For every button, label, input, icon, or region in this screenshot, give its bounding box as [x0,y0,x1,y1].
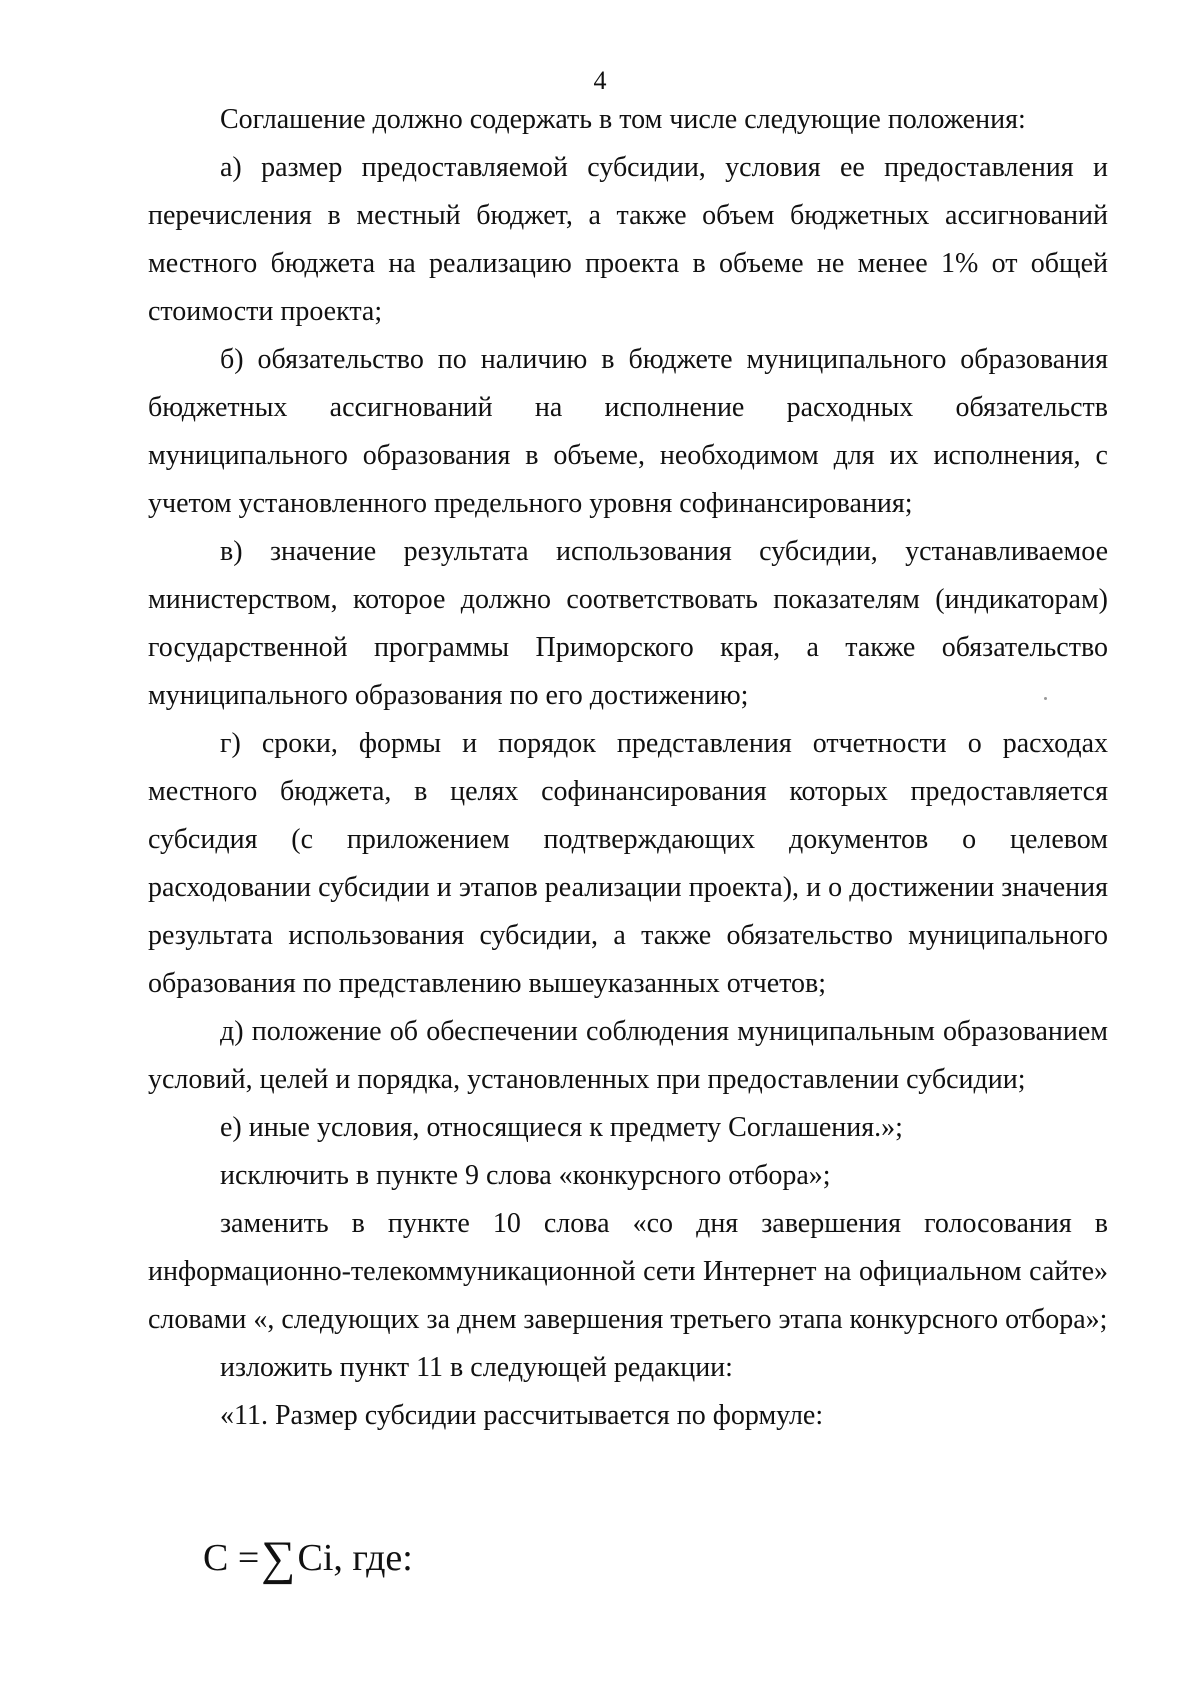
page-number: 4 [593,66,607,95]
formula-lhs: C = [203,1537,260,1579]
paragraph-intro: Соглашение должно содержать в том числе следующие положения: [220,104,1026,135]
paragraph-v: в) значение результата использования субсидии, устанавливаемое министерством, которое должно соответствовать показателям (индикаторам) государственной программы Приморского края, а также обязательство муниципального образования по его достижению; [148,536,1108,711]
paragraph-point-9: исключить в пункте 9 слова «конкурсного отбора»; [220,1160,831,1191]
paragraph-b: б) обязательство по наличию в бюджете муниципального образования бюджетных ассигнований на исполнение расходных обязательств муниципального образования в объеме, необходимом для их исполнения, с учетом установленного предельного уровня софинансирования; [148,344,1108,519]
subsidy-formula [203,1530,413,1583]
sigma-symbol: ∑ [261,1532,296,1585]
scan-speck [1044,697,1047,700]
paragraph-point-10: заменить в пункте 10 слова «со дня завершения голосования в информационно-телекоммуникационной сети Интернет на официальном сайте» словами «, следующих за днем завершения третьего этапа конкурсного отбора»; [148,1208,1108,1335]
paragraph-point-11-intro: изложить пункт 11 в следующей редакции: [220,1352,733,1383]
paragraph-point-11-formula-intro: «11. Размер субсидии рассчитывается по формуле: [220,1400,824,1431]
paragraph-g: г) сроки, формы и порядок представления отчетности о расходах местного бюджета, в целях софинансирования которых предоставляется субсидия (с приложением подтверждающих документов о целевом расходовании субсидии и этапов реализации проекта), и о достижении значения результата использования субсидии, а также обязательство муниципального образования по представлению вышеуказанных отчетов; [148,728,1108,999]
paragraph-d: д) положение об обеспечении соблюдения муниципальным образованием условий, целей и порядка, установленных при предоставлении субсидии; [148,1016,1108,1095]
document-body [148,96,1108,1440]
paragraph-e: е) иные условия, относящиеся к предмету Соглашения.»; [220,1112,903,1143]
formula-rhs: Ci, где: [297,1537,413,1579]
paragraph-a: а) размер предоставляемой субсидии, условия ее предоставления и перечисления в местный бюджет, а также объем бюджетных ассигнований местного бюджета на реализацию проекта в объеме не менее 1% от общей стоимости проекта; [148,152,1108,327]
